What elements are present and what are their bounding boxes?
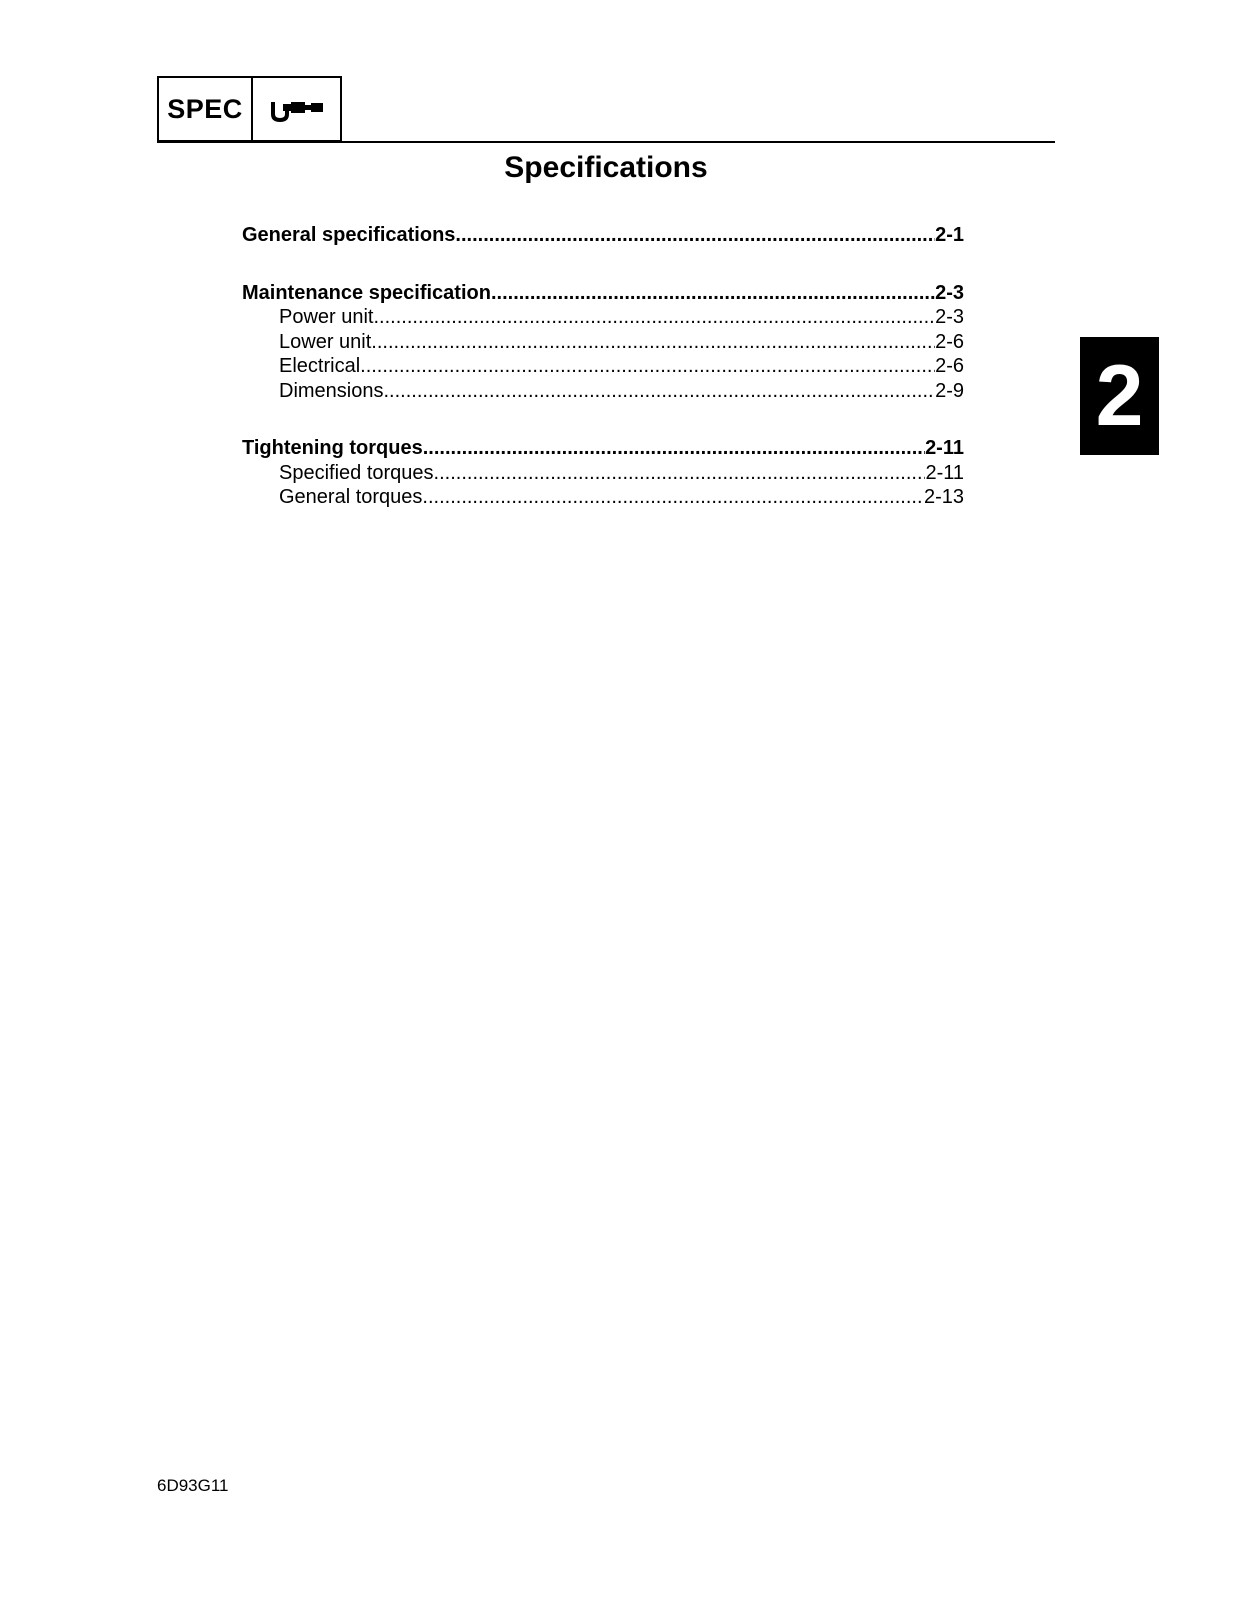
header-rule: [157, 141, 1055, 143]
toc-entry-page: 2-6: [935, 330, 964, 353]
toc-entry-title: Electrical: [279, 355, 361, 377]
toc-entry-page: 2-1: [935, 224, 964, 246]
toc-entry-title: General torques: [279, 486, 423, 508]
toc-entry-page: 2-11: [925, 437, 964, 459]
toc-entry-title: Specified torques: [279, 461, 434, 484]
toc-entry-dimensions[interactable]: [242, 379, 964, 404]
toc-leader-dots: [360, 354, 935, 379]
toc-entry-general-specifications[interactable]: [242, 223, 964, 248]
toc-leader-dots: [455, 223, 935, 248]
table-of-contents: [242, 223, 964, 510]
toc-entry-maintenance-specification[interactable]: [242, 281, 964, 306]
toc-entry-title: Power unit: [279, 306, 374, 328]
toc-entry-lower-unit[interactable]: [242, 330, 964, 355]
toc-entry-page: 2-13: [923, 486, 964, 508]
toc-entry-title: Maintenance specification: [242, 281, 491, 304]
toc-entry-tightening-torques[interactable]: [242, 436, 964, 461]
toc-entry-page: 2-3: [935, 281, 964, 304]
toc-entry-electrical[interactable]: [242, 354, 964, 379]
toc-entry-page: 2-6: [935, 355, 964, 377]
toc-leader-dots: [374, 305, 936, 330]
chapter-header-box: [157, 76, 342, 142]
toc-leader-dots: [491, 281, 935, 306]
toc-leader-dots: [422, 485, 924, 510]
chapter-label: SPEC: [159, 78, 253, 140]
toc-entry-title: Tightening torques: [242, 437, 423, 459]
toc-entry-title: Dimensions: [279, 379, 384, 402]
chapter-number-tab: 2: [1080, 337, 1159, 455]
micrometer-icon: [269, 94, 325, 124]
toc-entry-power-unit[interactable]: [242, 305, 964, 330]
toc-entry-page: 2-11: [925, 461, 964, 484]
toc-leader-dots: [383, 379, 935, 404]
document-code: 6D93G11: [157, 1476, 229, 1495]
toc-entry-general-torques[interactable]: [242, 485, 964, 510]
page-title: Specifications: [504, 151, 708, 184]
toc-entry-specified-torques[interactable]: [242, 461, 964, 486]
toc-entry-page: 2-9: [935, 379, 964, 402]
toc-leader-dots: [434, 461, 926, 486]
toc-entry-title: General specifications: [242, 224, 456, 246]
toc-leader-dots: [423, 436, 925, 461]
toc-entry-page: 2-3: [935, 306, 964, 328]
toc-entry-title: Lower unit: [279, 330, 372, 353]
toc-leader-dots: [371, 330, 935, 355]
